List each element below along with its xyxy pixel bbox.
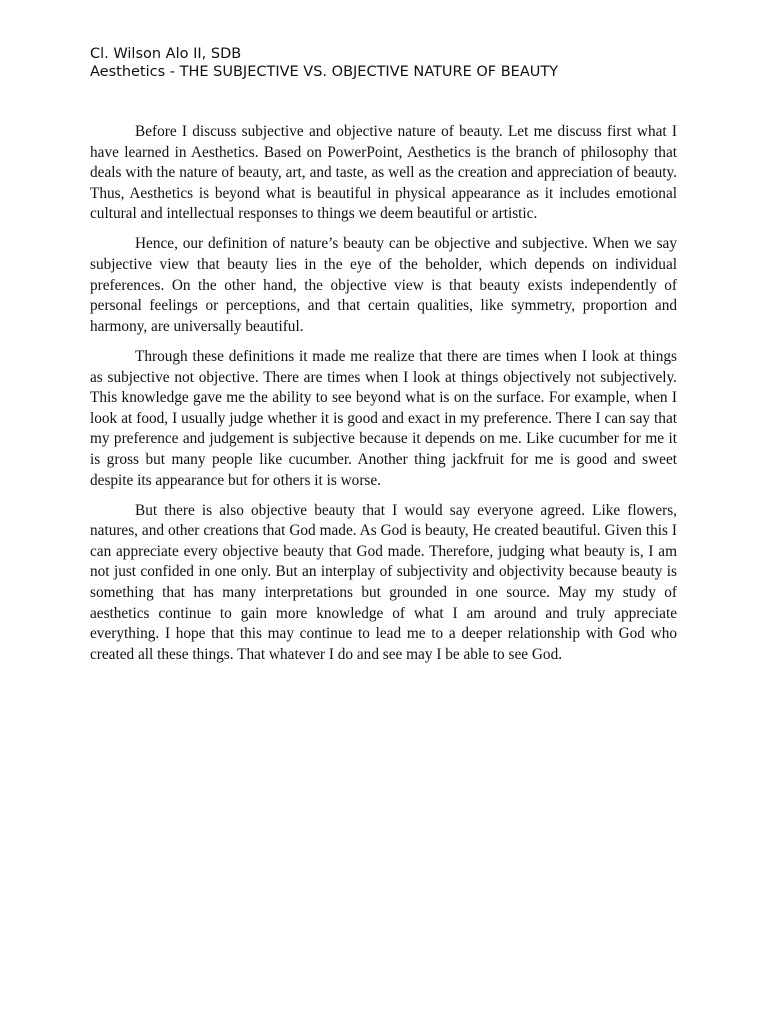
paragraph-1: Before I discuss subjective and objective nature of beauty. Let me discuss first what I have learned in Aesthetics. Based on PowerPoint, Aesthetics is the branch of philosophy that deals with the nature of beauty, art, and taste, as well as the creation and appreciation of beauty. Thus, Aesthetics is beyond what is beautiful in physical appearance as it includes emotional cultural and intellectual responses to things we deem beautiful or artistic. <box>90 123 677 223</box>
author-line: Cl. Wilson Alo II, SDB <box>90 46 242 62</box>
document-header <box>90 45 558 81</box>
paragraph-2: Hence, our definition of nature’s beauty can be objective and subjective. When we say subjective view that beauty lies in the eye of the beholder, which depends on individual preferences. On the other hand, the objective view is that beauty exists independently of personal feelings or perceptions, and that certain qualities, like symmetry, proportion and harmony, are universally beautiful. <box>90 235 677 335</box>
paragraph-4: But there is also objective beauty that I would say everyone agreed. Like flowers, natures, and other creations that God made. As God is beauty, He created beautiful. Given this I can appreciate every objective beauty that God made. Therefore, judging what beauty is, I am not just confided in one only. But an interplay of subjectivity and objectivity because beauty is something that has many interpretations but grounded in one source. May my study of aesthetics continue to gain more knowledge of what I am around and truly appreciate everything. I hope that this may continue to lead me to a deeper relationship with God who created all these things. That whatever I do and see may I be able to see God. <box>90 501 677 663</box>
document-title: Aesthetics - THE SUBJECTIVE VS. OBJECTIVE NATURE OF BEAUTY <box>90 64 559 80</box>
document-body <box>90 122 677 675</box>
paragraph-3: Through these definitions it made me realize that there are times when I look at things as subjective not objective. There are times when I look at things objectively not subjectively. This knowledge gave me the ability to see beyond what is on the surface. For example, when I look at food, I usually judge whether it is good and exact in my preference. There I can say that my preference and judgement is subjective because it depends on me. Like cucumber for me it is gross but many people like cucumber. Another thing jackfruit for me is good and sweet despite its appearance but for others it is worse. <box>90 347 677 489</box>
